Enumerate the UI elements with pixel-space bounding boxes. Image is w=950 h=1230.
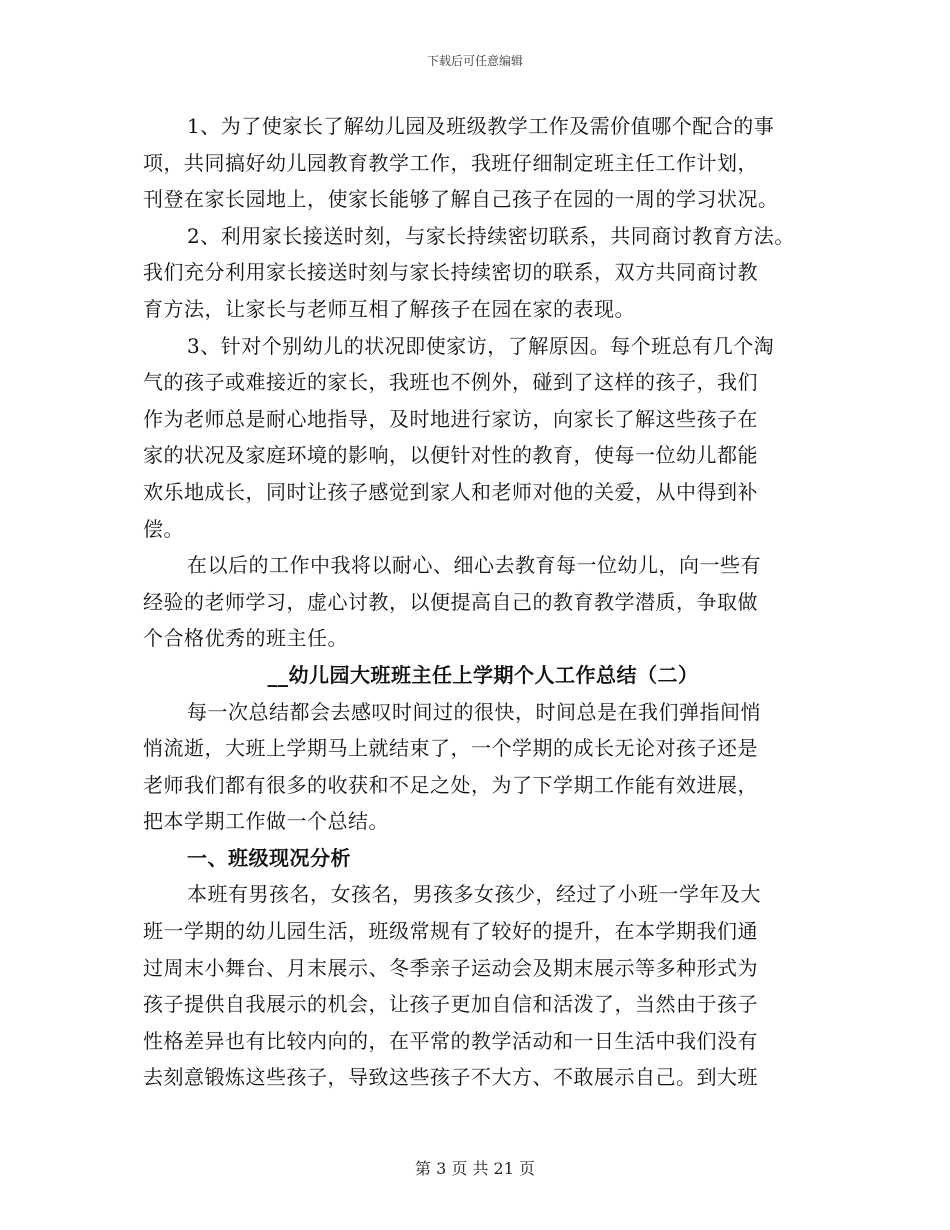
- section-heading: 一、班级现况分析: [187, 845, 351, 870]
- text-line: 项，共同搞好幼儿园教育教学工作，我班仔细制定班主任工作计划，: [143, 150, 758, 175]
- text-line: 去刻意锻炼这些孩子，导致这些孩子不大方、不敢展示自己。到大班: [143, 1065, 758, 1090]
- text-line: 育方法，让家长与老师互相了解孩子在园在家的表现。: [143, 296, 635, 321]
- text-line: 过周末小舞台、月末展示、冬季亲子运动会及期末展示等多种形式为: [143, 955, 758, 980]
- text-line: 悄流逝，大班上学期马上就结束了，一个学期的成长无论对孩子还是: [143, 736, 758, 761]
- text-line: 把本学期工作做一个总结。: [143, 809, 389, 834]
- page-header-note: 下载后可任意编辑: [426, 54, 523, 68]
- text-line: 3、针对个别幼儿的状况即使家访，了解原因。每个班总有几个淘: [187, 333, 775, 358]
- text-line: 孩子提供自我展示的机会，让孩子更加自信和活泼了，当然由于孩子: [143, 992, 758, 1017]
- text-line: 气的孩子或难接近的家长，我班也不例外，碰到了这样的孩子，我们: [143, 370, 758, 395]
- text-line: 作为老师总是耐心地指导，及时地进行家访，向家长了解这些孩子在: [143, 406, 758, 431]
- text-line: 个合格优秀的班主任。: [143, 626, 348, 651]
- text-line: 我们充分利用家长接送时刻与家长持续密切的联系，双方共同商讨教: [143, 260, 758, 285]
- section-title: __幼儿园大班班主任上学期个人工作总结（二）: [267, 662, 699, 687]
- text-line: 欢乐地成长，同时让孩子感觉到家人和老师对他的关爱，从中得到补: [143, 479, 758, 504]
- text-line: 老师我们都有很多的收获和不足之处，为了下学期工作能有效进展，: [143, 772, 758, 797]
- text-line: 2、利用家长接送时刻，与家长持续密切联系，共同商讨教育方法。: [187, 223, 795, 248]
- text-line: 经验的老师学习，虚心讨教，以便提高自己的教育教学潜质，争取做: [143, 589, 758, 614]
- text-line: 偿。: [143, 516, 184, 541]
- text-line: 家的状况及家庭环境的影响，以便针对性的教育，使每一位幼儿都能: [143, 443, 758, 468]
- text-line: 在以后的工作中我将以耐心、细心去教育每一位幼儿，向一些有: [187, 553, 761, 578]
- text-line: 每一次总结都会去感叹时间过的很快，时间总是在我们弹指间悄: [187, 699, 761, 724]
- text-line: 本班有男孩名，女孩名，男孩多女孩少，经过了小班一学年及大: [187, 882, 761, 907]
- text-line: 刊登在家长园地上，使家长能够了解自己孩子在园的一周的学习状况。: [143, 187, 779, 212]
- page-number: 第 3 页 共 21 页: [415, 1159, 535, 1178]
- text-line: 1、为了使家长了解幼儿园及班级教学工作及需价值哪个配合的事: [187, 114, 775, 138]
- text-line: 性格差异也有比较内向的，在平常的教学活动和一日生活中我们没有: [143, 1028, 758, 1053]
- text-line: 班一学期的幼儿园生活，班级常规有了较好的提升，在本学期我们通: [143, 919, 758, 944]
- document-body: [143, 108, 823, 1096]
